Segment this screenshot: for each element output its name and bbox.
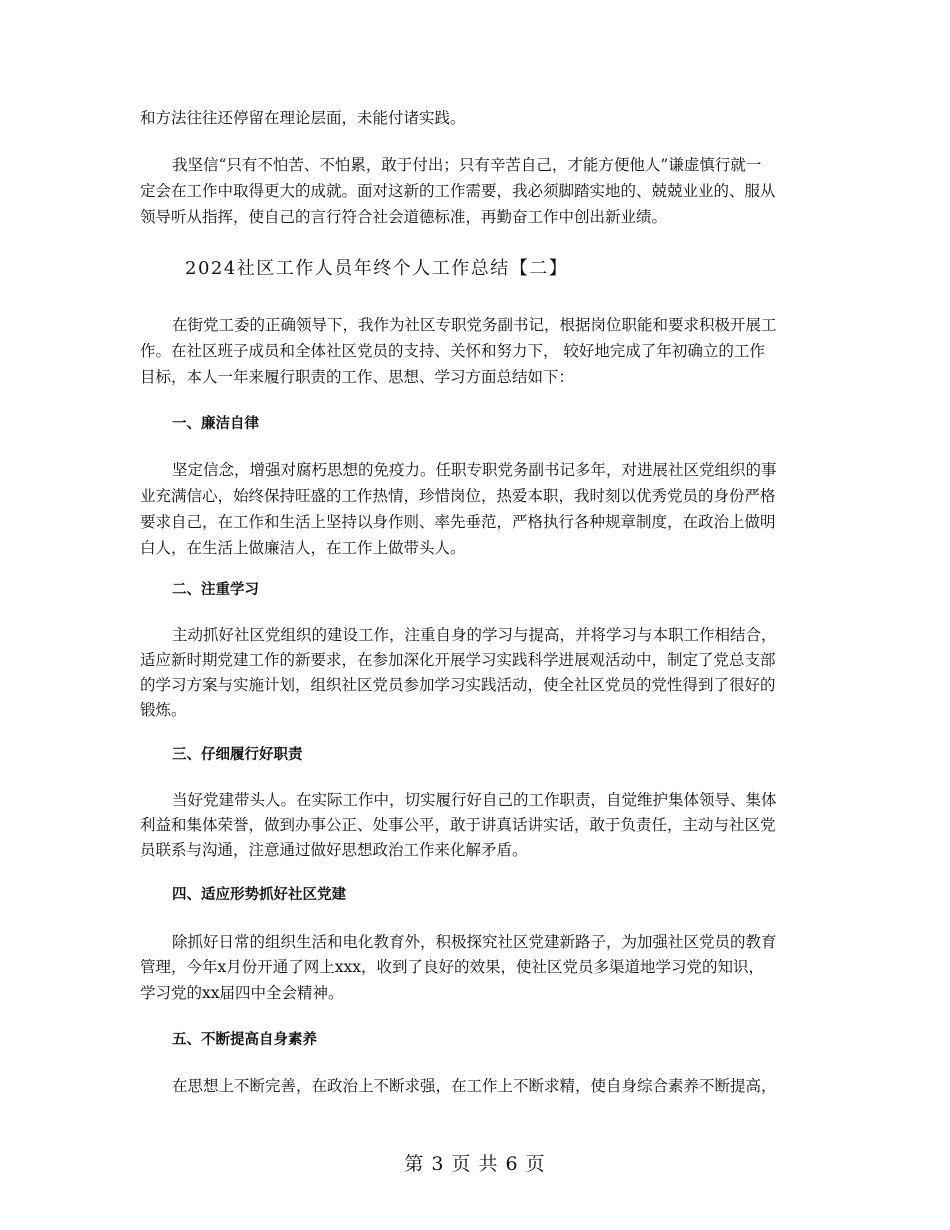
body-text-line: 的学习方案与实施计划，组织社区党员参加学习实践活动，使全社区党员的党性得到了很好的: [140, 676, 776, 694]
section-heading: 五、不断提高自身素养: [172, 1032, 317, 1048]
body-text-line: 和方法往往还停留在理论层面，未能付诸实践。: [140, 109, 466, 127]
body-text-line: 员联系与沟通，注意通过做好思想政治工作来化解矛盾。: [140, 841, 528, 859]
section-heading: 三、仔细履行好职责: [172, 747, 303, 763]
body-text-line: 要求自己，在工作和生活上坚持以身作则、率先垂范，严格执行各种规章制度，在政治上做明: [140, 513, 776, 531]
body-text-line: 除抓好日常的组织生活和电化教育外，积极探究社区党建新路子，为加强社区党员的教育: [172, 933, 777, 951]
page-footer: 第 3 页 共 6 页: [404, 1153, 546, 1175]
body-text-line: 学习党的xx届四中全会精神。: [140, 984, 344, 1002]
body-text-line: 在思想上不断完善，在政治上不断求强，在工作上不断求精，使自身综合素养不断提高，: [172, 1077, 777, 1095]
body-text-line: 作。在社区班子成员和全体社区党员的支持、关怀和努力下， 较好地完成了年初确立的工作: [140, 342, 765, 360]
body-text-line: 坚定信念，增强对腐朽思想的免疫力。任职专职党务副书记多年，对进展社区党组织的事: [172, 461, 777, 479]
section-heading: 二、注重学习: [172, 582, 259, 598]
body-text-line: 当好党建带头人。在实际工作中，切实履行好自己的工作职责，自觉维护集体领导、集体: [172, 791, 777, 809]
body-text-line: 我坚信“只有不怕苦、不怕累，敢于付出；只有辛苦自己，才能方便他人”谦虚慎行就一: [172, 156, 762, 174]
section-heading: 四、适应形势抓好社区党建: [172, 887, 346, 903]
body-text-line: 在街党工委的正确领导下，我作为社区专职党务副书记，根据岗位职能和要求积极开展工: [172, 316, 777, 334]
section-heading: 一、廉洁自律: [172, 416, 259, 432]
body-text-line: 锻炼。: [140, 701, 187, 719]
body-text-line: 利益和集体荣誉，做到办事公正、处事公平，敢于讲真话讲实话，敢于负责任，主动与社区党: [140, 816, 776, 834]
section-title: 2024社区工作人员年终个人工作总结【二】: [185, 258, 569, 279]
body-text-line: 定会在工作中取得更大的成就。面对这新的工作需要，我必须脚踏实地的、兢兢业业的、服从: [140, 182, 776, 200]
body-text-line: 适应新时期党建工作的新要求，在参加深化开展学习实践科学进展观活动中，制定了党总支部: [140, 651, 776, 669]
body-text-line: 白人，在生活上做廉洁人，在工作上做带头人。: [140, 539, 466, 557]
body-text-line: 业充满信心，始终保持旺盛的工作热情，珍惜岗位，热爱本职，我时刻以优秀党员的身份严格: [140, 487, 776, 505]
body-text-line: 管理，今年x月份开通了网上xxx，收到了良好的效果，使社区党员多渠道地学习党的知识，: [140, 958, 764, 976]
body-text-line: 目标，本人一年来履行职责的工作、思想、学习方面总结如下：: [140, 368, 575, 386]
body-text-line: 领导听从指挥，使自己的言行符合社会道德标准，再勤奋工作中创出新业绩。: [140, 208, 668, 226]
body-text-line: 主动抓好社区党组织的建设工作，注重自身的学习与提高，并将学习与本职工作相结合，: [172, 626, 777, 644]
